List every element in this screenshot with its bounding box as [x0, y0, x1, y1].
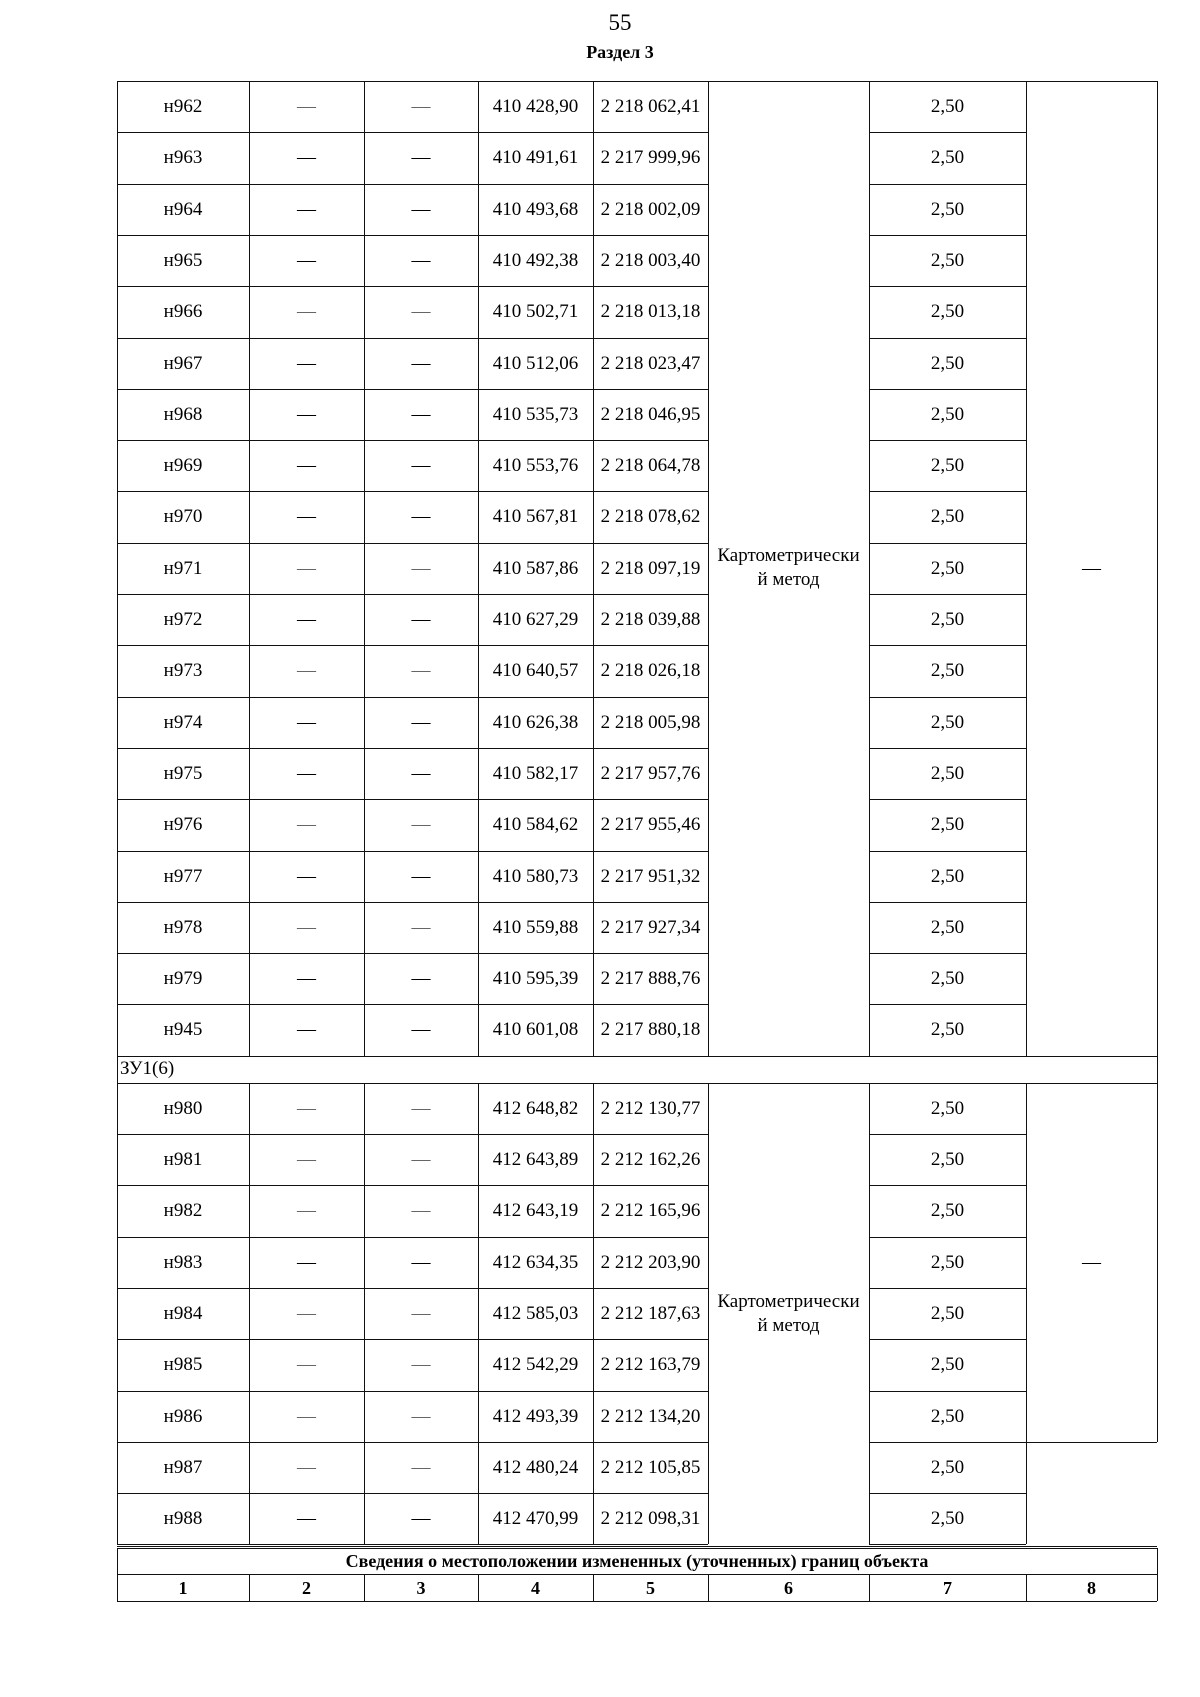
point-id-cell: н975 [163, 762, 203, 784]
old-y-cell: — [411, 660, 431, 682]
point-id-cell: н987 [163, 1456, 203, 1478]
new-x-cell: 412 542,29 [492, 1354, 579, 1376]
old-x-cell: — [297, 1354, 316, 1376]
accuracy-cell: 2,50 [930, 1200, 965, 1222]
accuracy-cell: 2,50 [930, 301, 965, 323]
old-x-cell: — [297, 557, 316, 579]
accuracy-cell: 2,50 [930, 711, 965, 733]
new-x-cell: 410 493,68 [492, 198, 579, 220]
old-x-cell: — [297, 916, 316, 938]
new-y-cell: 2 218 062,41 [600, 96, 701, 117]
point-id-cell: н988 [163, 1508, 203, 1530]
point-id-cell: н982 [163, 1200, 203, 1222]
old-y-cell: — [411, 455, 431, 477]
new-x-cell: 410 512,06 [492, 352, 579, 374]
new-y-cell: 2 218 039,88 [600, 609, 701, 630]
old-y-cell: — [411, 249, 431, 271]
old-x-cell: — [297, 1405, 316, 1427]
old-y-cell: — [411, 762, 431, 784]
old-x-cell: — [297, 198, 316, 220]
old-y-cell: — [411, 403, 431, 425]
table-rule [869, 1574, 870, 1601]
table-rule [249, 81, 250, 1056]
new-y-cell: 2 217 999,96 [600, 147, 701, 169]
section-title: Раздел 3 [586, 42, 654, 62]
old-y-cell: — [411, 968, 431, 990]
table-rule [1157, 81, 1158, 1056]
table-rule [117, 1056, 118, 1083]
point-id-cell: н976 [163, 814, 203, 836]
point-id-cell: н985 [163, 1354, 203, 1376]
new-y-cell: 2 218 026,18 [600, 660, 701, 682]
new-x-cell: 410 626,38 [492, 711, 579, 733]
old-y-cell: — [411, 1097, 431, 1119]
old-y-cell: — [411, 609, 431, 630]
new-x-cell: 412 493,39 [492, 1405, 579, 1427]
col8-dash: — [1082, 558, 1101, 580]
old-y-cell: — [411, 557, 431, 579]
accuracy-cell: 2,50 [930, 1019, 965, 1041]
old-y-cell: — [411, 814, 431, 836]
point-id-cell: н967 [163, 352, 203, 374]
new-y-cell: 2 212 165,96 [600, 1200, 701, 1222]
new-x-cell: 410 502,71 [492, 301, 579, 323]
new-y-cell: 2 212 098,31 [600, 1508, 701, 1530]
old-x-cell: — [297, 711, 316, 733]
new-x-cell: 410 428,90 [492, 96, 579, 117]
old-x-cell: — [297, 660, 316, 682]
new-y-cell: 2 212 203,90 [600, 1251, 701, 1273]
table-rule [1157, 1056, 1158, 1083]
new-x-cell: 410 640,57 [492, 660, 579, 682]
new-y-cell: 2 218 064,78 [600, 455, 701, 477]
accuracy-cell: 2,50 [930, 1302, 965, 1324]
new-y-cell: 2 218 097,19 [600, 557, 701, 579]
accuracy-cell: 2,50 [930, 96, 965, 117]
old-y-cell: — [411, 147, 431, 169]
new-x-cell: 410 584,62 [492, 814, 579, 836]
table-rule [593, 1083, 594, 1545]
point-id-cell: н981 [163, 1149, 203, 1170]
new-x-cell: 410 580,73 [492, 865, 579, 887]
accuracy-cell: 2,50 [930, 352, 965, 374]
new-x-cell: 410 553,76 [492, 455, 579, 477]
old-x-cell: — [297, 301, 316, 323]
old-x-cell: — [297, 1149, 316, 1170]
new-x-cell: 410 587,86 [492, 557, 579, 579]
column-number: 8 [1087, 1578, 1096, 1599]
new-y-cell: 2 218 078,62 [600, 506, 701, 528]
accuracy-cell: 2,50 [930, 609, 965, 630]
point-id-cell: н965 [163, 249, 203, 271]
point-id-cell: н969 [163, 455, 203, 477]
table-rule [1026, 1056, 1157, 1057]
table-rule [1026, 1083, 1027, 1545]
old-x-cell: — [297, 609, 316, 630]
point-id-cell: н977 [163, 865, 203, 887]
new-x-cell: 410 491,61 [492, 147, 579, 169]
new-x-cell: 410 595,39 [492, 968, 579, 990]
table-rule [1157, 1548, 1158, 1601]
new-y-cell: 2 218 002,09 [600, 198, 701, 220]
new-y-cell: 2 218 046,95 [600, 403, 701, 425]
old-y-cell: — [411, 1200, 431, 1222]
accuracy-cell: 2,50 [930, 916, 965, 938]
old-x-cell: — [297, 249, 316, 271]
point-id-cell: н966 [163, 301, 203, 323]
old-x-cell: — [297, 1456, 316, 1478]
point-id-cell: н973 [163, 660, 203, 682]
new-x-cell: 412 643,19 [492, 1200, 579, 1222]
new-x-cell: 412 470,99 [492, 1508, 579, 1530]
column-number: 7 [943, 1578, 952, 1599]
point-id-cell: н979 [163, 968, 203, 990]
accuracy-cell: 2,50 [930, 762, 965, 784]
table-rule [708, 1056, 869, 1057]
table-rule [478, 81, 479, 1056]
page-number: 55 [608, 10, 632, 35]
old-y-cell: — [411, 506, 431, 528]
table-rule [117, 1548, 118, 1601]
new-y-cell: 2 217 955,46 [600, 814, 701, 836]
table-rule [1157, 1083, 1158, 1442]
old-x-cell: — [297, 96, 316, 117]
accuracy-cell: 2,50 [930, 660, 965, 682]
new-y-cell: 2 212 134,20 [600, 1405, 701, 1427]
new-x-cell: 410 627,29 [492, 609, 579, 630]
old-y-cell: — [411, 1019, 431, 1041]
new-y-cell: 2 212 105,85 [600, 1456, 701, 1478]
old-y-cell: — [411, 1508, 431, 1530]
new-x-cell: 410 567,81 [492, 506, 579, 528]
accuracy-cell: 2,50 [930, 814, 965, 836]
col8-dash: — [1082, 1252, 1101, 1274]
old-y-cell: — [411, 1405, 431, 1427]
new-y-cell: 2 218 023,47 [600, 352, 701, 374]
old-y-cell: — [411, 1456, 431, 1478]
accuracy-cell: 2,50 [930, 865, 965, 887]
new-y-cell: 2 217 927,34 [600, 916, 701, 938]
column-number: 5 [646, 1578, 655, 1599]
old-y-cell: — [411, 1302, 431, 1324]
old-x-cell: — [297, 968, 316, 990]
new-x-cell: 412 585,03 [492, 1302, 579, 1324]
accuracy-cell: 2,50 [930, 1354, 965, 1376]
point-id-cell: н986 [163, 1405, 203, 1427]
old-x-cell: — [297, 147, 316, 169]
old-x-cell: — [297, 1200, 316, 1222]
old-x-cell: — [297, 762, 316, 784]
group-label: ЗУ1(6) [120, 1057, 175, 1079]
new-x-cell: 412 648,82 [492, 1097, 579, 1119]
table-rule [1026, 1574, 1027, 1601]
column-number: 4 [531, 1578, 540, 1599]
old-y-cell: — [411, 916, 431, 938]
point-id-cell: н984 [163, 1302, 203, 1324]
table-rule [869, 1083, 870, 1545]
accuracy-cell: 2,50 [930, 198, 965, 220]
new-x-cell: 412 634,35 [492, 1251, 579, 1273]
table-rule [117, 1083, 118, 1545]
point-id-cell: н962 [163, 96, 203, 117]
accuracy-cell: 2,50 [930, 403, 965, 425]
table-rule [1026, 1442, 1157, 1443]
new-y-cell: 2 218 003,40 [600, 249, 701, 271]
accuracy-cell: 2,50 [930, 968, 965, 990]
old-x-cell: — [297, 403, 316, 425]
table-rule [117, 1601, 1157, 1602]
measurement-method: Картометрически й метод [717, 545, 860, 591]
column-number: 6 [784, 1578, 793, 1599]
old-x-cell: — [297, 1251, 316, 1273]
new-y-cell: 2 217 951,32 [600, 865, 701, 887]
old-x-cell: — [297, 1508, 316, 1530]
table-rule [478, 1083, 479, 1545]
old-x-cell: — [297, 455, 316, 477]
accuracy-cell: 2,50 [930, 147, 965, 169]
old-y-cell: — [411, 1251, 431, 1273]
old-x-cell: — [297, 814, 316, 836]
accuracy-cell: 2,50 [930, 1149, 965, 1170]
new-y-cell: 2 212 162,26 [600, 1149, 701, 1170]
new-y-cell: 2 212 130,77 [600, 1097, 701, 1119]
table-rule [249, 1574, 250, 1601]
accuracy-cell: 2,50 [930, 1097, 965, 1119]
table-rule [117, 1546, 1157, 1547]
table-rule [364, 1083, 365, 1545]
coordinates-table [117, 81, 1157, 1597]
old-x-cell: — [297, 1302, 316, 1324]
old-y-cell: — [411, 1354, 431, 1376]
table-rule [869, 81, 870, 1056]
new-x-cell: 410 582,17 [492, 762, 579, 784]
old-y-cell: — [411, 1149, 431, 1170]
new-x-cell: 410 559,88 [492, 916, 579, 938]
old-x-cell: — [297, 1019, 316, 1041]
table-rule [117, 1056, 1157, 1057]
table-rule [869, 1544, 1026, 1545]
accuracy-cell: 2,50 [930, 1251, 965, 1273]
old-x-cell: — [297, 1097, 316, 1119]
table-rule [708, 1574, 709, 1601]
new-y-cell: 2 218 005,98 [600, 711, 701, 733]
new-x-cell: 412 643,89 [492, 1149, 579, 1170]
new-y-cell: 2 217 888,76 [600, 968, 701, 990]
accuracy-cell: 2,50 [930, 249, 965, 271]
point-id-cell: н983 [163, 1251, 203, 1273]
point-id-cell: н978 [163, 916, 203, 938]
table-rule [364, 81, 365, 1056]
column-number: 2 [302, 1578, 311, 1599]
point-id-cell: н972 [163, 609, 203, 630]
new-y-cell: 2 212 187,63 [600, 1302, 701, 1324]
old-x-cell: — [297, 506, 316, 528]
table-rule [593, 1574, 594, 1601]
old-y-cell: — [411, 96, 431, 117]
old-y-cell: — [411, 198, 431, 220]
accuracy-cell: 2,50 [930, 1405, 965, 1427]
accuracy-cell: 2,50 [930, 455, 965, 477]
table-rule [249, 1083, 250, 1545]
old-y-cell: — [411, 301, 431, 323]
new-y-cell: 2 217 957,76 [600, 762, 701, 784]
old-y-cell: — [411, 352, 431, 374]
table-rule [117, 1544, 708, 1545]
point-id-cell: н971 [163, 557, 203, 579]
measurement-method: Картометрически й метод [717, 1290, 860, 1336]
footer-title: Сведения о местоположении измененных (уточненных) границ объекта [345, 1551, 929, 1572]
old-x-cell: — [297, 865, 316, 887]
new-x-cell: 410 492,38 [492, 249, 579, 271]
table-rule [478, 1574, 479, 1601]
new-y-cell: 2 218 013,18 [600, 301, 701, 323]
table-rule [117, 81, 118, 1056]
old-x-cell: — [297, 352, 316, 374]
new-x-cell: 412 480,24 [492, 1456, 579, 1478]
new-y-cell: 2 212 163,79 [600, 1354, 701, 1376]
point-id-cell: н968 [163, 403, 203, 425]
old-y-cell: — [411, 865, 431, 887]
accuracy-cell: 2,50 [930, 506, 965, 528]
point-id-cell: н964 [163, 198, 203, 220]
new-x-cell: 410 535,73 [492, 403, 579, 425]
point-id-cell: н970 [163, 506, 203, 528]
new-x-cell: 410 601,08 [492, 1019, 579, 1041]
new-y-cell: 2 217 880,18 [600, 1019, 701, 1041]
column-number: 3 [416, 1578, 426, 1599]
point-id-cell: н963 [163, 147, 203, 169]
accuracy-cell: 2,50 [930, 557, 965, 579]
point-id-cell: н980 [163, 1097, 203, 1119]
table-rule [593, 81, 594, 1056]
accuracy-cell: 2,50 [930, 1508, 965, 1530]
accuracy-cell: 2,50 [930, 1456, 965, 1478]
point-id-cell: н974 [163, 711, 203, 733]
table-rule [364, 1574, 365, 1601]
old-y-cell: — [411, 711, 431, 733]
column-number: 1 [178, 1578, 188, 1599]
point-id-cell: н945 [163, 1019, 203, 1041]
